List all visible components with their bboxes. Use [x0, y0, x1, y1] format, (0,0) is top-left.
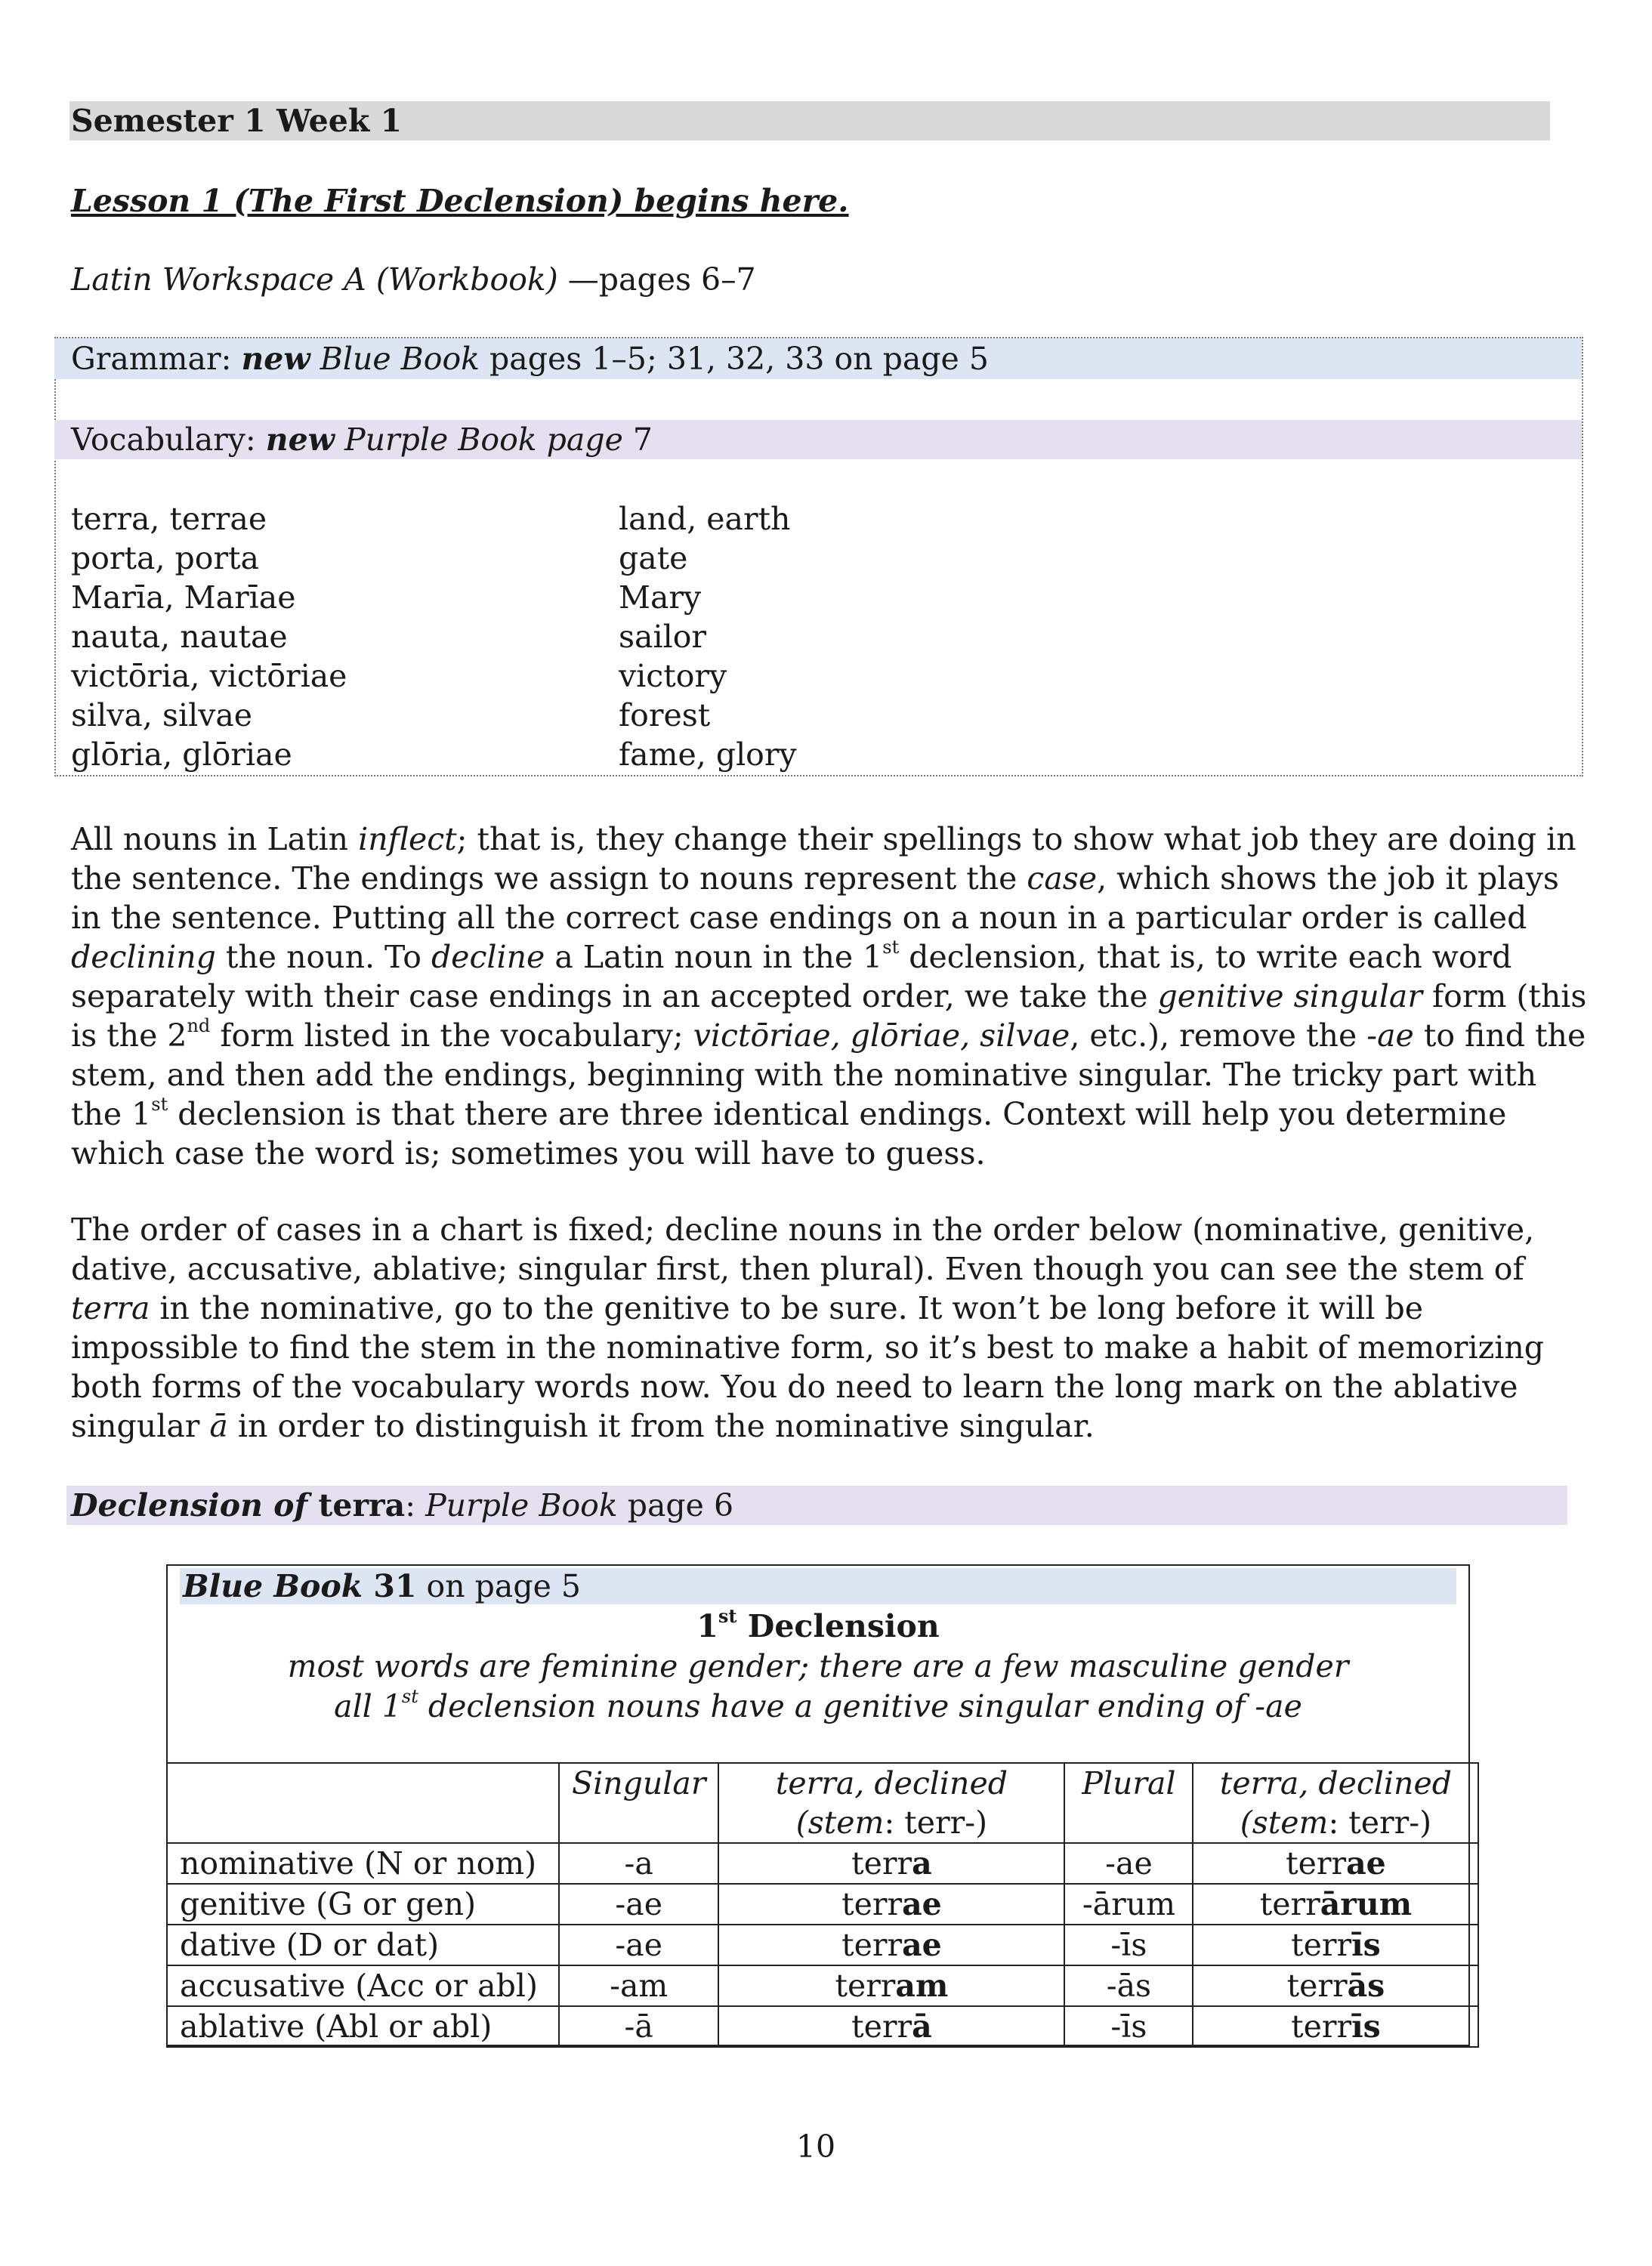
- term-genitive-singular: genitive singular: [1157, 978, 1422, 1014]
- term-ae: -ae: [1366, 1017, 1414, 1054]
- text-run: ; that is, they change their spellings to show what job they are doing in the sentence. The endings we assign to nouns represent the: [71, 821, 1576, 897]
- vocabulary-label: Vocabulary:: [71, 421, 266, 458]
- text-run: declension is that there are three identical endings. Context will help you determine which case the word is; sometimes you will have to guess.: [71, 1096, 1507, 1172]
- list-item: [71, 735, 1431, 774]
- text-run: form listed in the vocabulary;: [210, 1017, 693, 1054]
- text-run: All nouns in Latin: [71, 821, 359, 857]
- chart-subtitle: [168, 1687, 1468, 1726]
- grammar-book: Blue Book: [320, 341, 480, 377]
- singular-form: [718, 1925, 1064, 1965]
- vocabulary-reference: [71, 420, 653, 459]
- column-header-terra-plural: terra, declined (stem: terr-): [1193, 1763, 1478, 1843]
- declension-book: Purple Book: [425, 1487, 618, 1524]
- vocabulary-book: Purple Book page: [344, 421, 623, 458]
- ending: ārum: [1320, 1886, 1413, 1922]
- list-item: [71, 617, 1431, 656]
- text-run: : terr-): [884, 1804, 988, 1841]
- vocab-english: forest: [619, 697, 711, 733]
- term-decline: decline: [431, 939, 545, 975]
- ending: īs: [1351, 2008, 1381, 2045]
- chart-subtitle: most words are feminine gender; there are a few masculine gender: [287, 1648, 1349, 1684]
- declension-prefix: Declension of: [71, 1487, 308, 1524]
- bluebook-page: on page 5: [416, 1568, 581, 1604]
- vocab-latin: victōria, victōriae: [71, 658, 347, 694]
- term-terra: terra: [71, 1290, 150, 1326]
- workbook-pages: —pages 6–7: [557, 261, 756, 298]
- paragraph-case-order: [71, 1210, 1589, 1446]
- paragraph-inflection: [71, 820, 1589, 1173]
- vocab-latin: porta, porta: [71, 540, 259, 576]
- plural-form: [1193, 1925, 1478, 1965]
- bluebook-title: Blue Book: [183, 1568, 363, 1604]
- table-row: [167, 1843, 1478, 1884]
- list-item: [71, 656, 1431, 696]
- superscript: st: [882, 937, 900, 959]
- list-item: [71, 499, 1431, 539]
- text-run: form (this is the 2: [71, 978, 1587, 1054]
- ending: a: [912, 1845, 932, 1882]
- ending: īs: [1351, 1927, 1381, 1963]
- text-run: stem: [807, 1804, 885, 1841]
- column-header-plural: Plural: [1064, 1763, 1193, 1843]
- case-name: nominative (N or nom): [167, 1843, 559, 1884]
- singular-form: [718, 2006, 1064, 2047]
- grammar-reference: [71, 339, 989, 378]
- text-run: the noun. To: [215, 939, 431, 975]
- vocab-english: Mary: [619, 579, 702, 616]
- bluebook-number: 31: [363, 1568, 417, 1604]
- text-run: all 1: [334, 1688, 402, 1724]
- grammar-new: new: [241, 341, 310, 377]
- list-item: [71, 578, 1431, 617]
- vocab-latin: silva, silvae: [71, 697, 253, 733]
- vocab-english: victory: [619, 658, 727, 694]
- vocabulary-new: new: [265, 421, 335, 458]
- singular-ending: -ae: [559, 1884, 718, 1925]
- grammar-label: Grammar:: [71, 341, 242, 377]
- text-run: 1: [696, 1608, 718, 1644]
- text-run: in the nominative, go to the genitive to be sure. It won’t be long before it will be impossible to find the stem in the nominative form, so it’s best to make a habit of memorizing both forms of the vocabulary words now. You do need to learn the long mark on the ablative singular: [71, 1290, 1545, 1444]
- stem: terr: [851, 2008, 912, 2045]
- stem: terr: [1259, 1886, 1320, 1922]
- stem: terr: [835, 1968, 896, 2004]
- singular-form: [718, 1965, 1064, 2006]
- plural-ending: -ae: [1064, 1843, 1193, 1884]
- text-run: : terr-): [1328, 1804, 1432, 1841]
- page-number: 10: [795, 2129, 836, 2165]
- text-run: declension, that is, to write each word separately with their case endings in an accepted order, we take the: [71, 939, 1512, 1014]
- term-examples: victōriae, glōriae, silvae: [693, 1017, 1070, 1054]
- text-run: , etc.), remove the: [1070, 1017, 1367, 1054]
- table-row: [167, 1965, 1478, 2006]
- table-cell: [167, 1763, 559, 1843]
- ending: ae: [902, 1927, 942, 1963]
- vocab-latin: terra, terrae: [71, 501, 267, 537]
- vocab-latin: Marīa, Marīae: [71, 579, 296, 616]
- workbook-title: Latin Workspace A (Workbook): [71, 261, 558, 298]
- singular-ending: -am: [559, 1965, 718, 2006]
- superscript: st: [718, 1605, 737, 1628]
- singular-form: [718, 1884, 1064, 1925]
- plural-form: [1193, 1965, 1478, 2006]
- stem: terr: [851, 1845, 912, 1882]
- text-run: The order of cases in a chart is fixed; decline nouns in the order below (nominative, genitive, dative, accusative, ablative; singular first, then plural). Even though you can see the stem of: [71, 1212, 1535, 1287]
- stem: terr: [1291, 2008, 1352, 2045]
- singular-form: [718, 1843, 1064, 1884]
- table-row: [167, 1884, 1478, 1925]
- ending: ā: [912, 2008, 932, 2045]
- vocab-english: sailor: [619, 619, 706, 655]
- term-inflect: inflect: [358, 821, 457, 857]
- plural-form: [1193, 1884, 1478, 1925]
- vocabulary-list: [71, 499, 1431, 774]
- chart-title: [168, 1607, 1468, 1646]
- singular-ending: -ā: [559, 2006, 718, 2047]
- case-name: ablative (Abl or abl): [167, 2006, 559, 2047]
- plural-ending: -ās: [1064, 1965, 1193, 2006]
- vocabulary-page: 7: [622, 421, 653, 458]
- text-run: terra, declined: [1219, 1765, 1452, 1801]
- case-name: genitive (G or gen): [167, 1884, 559, 1925]
- declension-heading: [71, 1486, 733, 1525]
- column-header-terra-singular: terra, declined (stem: terr-): [718, 1763, 1064, 1843]
- text-run: :: [405, 1487, 426, 1524]
- vocab-latin: glōria, glōriae: [71, 736, 292, 773]
- stem: terr: [841, 1886, 903, 1922]
- text-run: Declension: [736, 1608, 940, 1644]
- stem: terr: [841, 1927, 903, 1963]
- table-row: [167, 1925, 1478, 1965]
- stem: terr: [1291, 1927, 1352, 1963]
- table-row: [167, 2006, 1478, 2047]
- term-case: case: [1027, 860, 1098, 897]
- vocab-english: fame, glory: [619, 736, 797, 773]
- term-a-long: ā: [209, 1408, 228, 1444]
- superscript: st: [151, 1094, 168, 1116]
- declension-table: [166, 1762, 1479, 2048]
- declension-word: terra: [307, 1487, 406, 1524]
- superscript: st: [401, 1686, 418, 1708]
- term-declining: declining: [71, 939, 216, 975]
- plural-ending: -ārum: [1064, 1884, 1193, 1925]
- ending: ae: [1346, 1845, 1386, 1882]
- superscript: nd: [187, 1015, 211, 1037]
- plural-form: [1193, 1843, 1478, 1884]
- vocab-english: gate: [619, 540, 688, 576]
- workbook-reference: [71, 260, 756, 299]
- case-name: accusative (Acc or abl): [167, 1965, 559, 2006]
- text-run: terra, declined: [775, 1765, 1008, 1801]
- plural-ending: -īs: [1064, 2006, 1193, 2047]
- text-run: declension nouns have a genitive singular ending of -ae: [418, 1688, 1302, 1724]
- table-header-row: [167, 1763, 1478, 1843]
- ending: am: [895, 1968, 949, 2004]
- stem: terr: [1286, 1968, 1348, 2004]
- text-run: stem: [1252, 1804, 1329, 1841]
- bluebook-reference: [183, 1567, 581, 1606]
- list-item: [71, 696, 1431, 735]
- grammar-pages: pages 1–5; 31, 32, 33 on page 5: [480, 341, 989, 377]
- declension-page: page 6: [617, 1487, 734, 1524]
- lesson-heading: Lesson 1 (The First Declension) begins here.: [71, 183, 849, 219]
- stem: terr: [1286, 1845, 1347, 1882]
- ending: ās: [1347, 1968, 1385, 2004]
- semester-heading: Semester 1 Week 1: [69, 101, 1550, 140]
- text-run: to find the stem, and then add the endings, beginning with the nominative singular. The tricky part with the 1: [71, 1017, 1586, 1132]
- case-name: dative (D or dat): [167, 1925, 559, 1965]
- column-header-singular: Singular: [559, 1763, 718, 1843]
- singular-ending: -a: [559, 1843, 718, 1884]
- vocab-english: land, earth: [619, 501, 791, 537]
- plural-form: [1193, 2006, 1478, 2047]
- text-run: in order to distinguish it from the nominative singular.: [227, 1408, 1095, 1444]
- text-run: , which shows the job it plays in the sentence. Putting all the correct case endings on a noun in a particular order is called: [71, 860, 1559, 936]
- list-item: [71, 539, 1431, 578]
- text-run: a Latin noun in the 1: [545, 939, 883, 975]
- vocab-latin: nauta, nautae: [71, 619, 288, 655]
- singular-ending: -ae: [559, 1925, 718, 1965]
- plural-ending: -īs: [1064, 1925, 1193, 1965]
- ending: ae: [902, 1886, 942, 1922]
